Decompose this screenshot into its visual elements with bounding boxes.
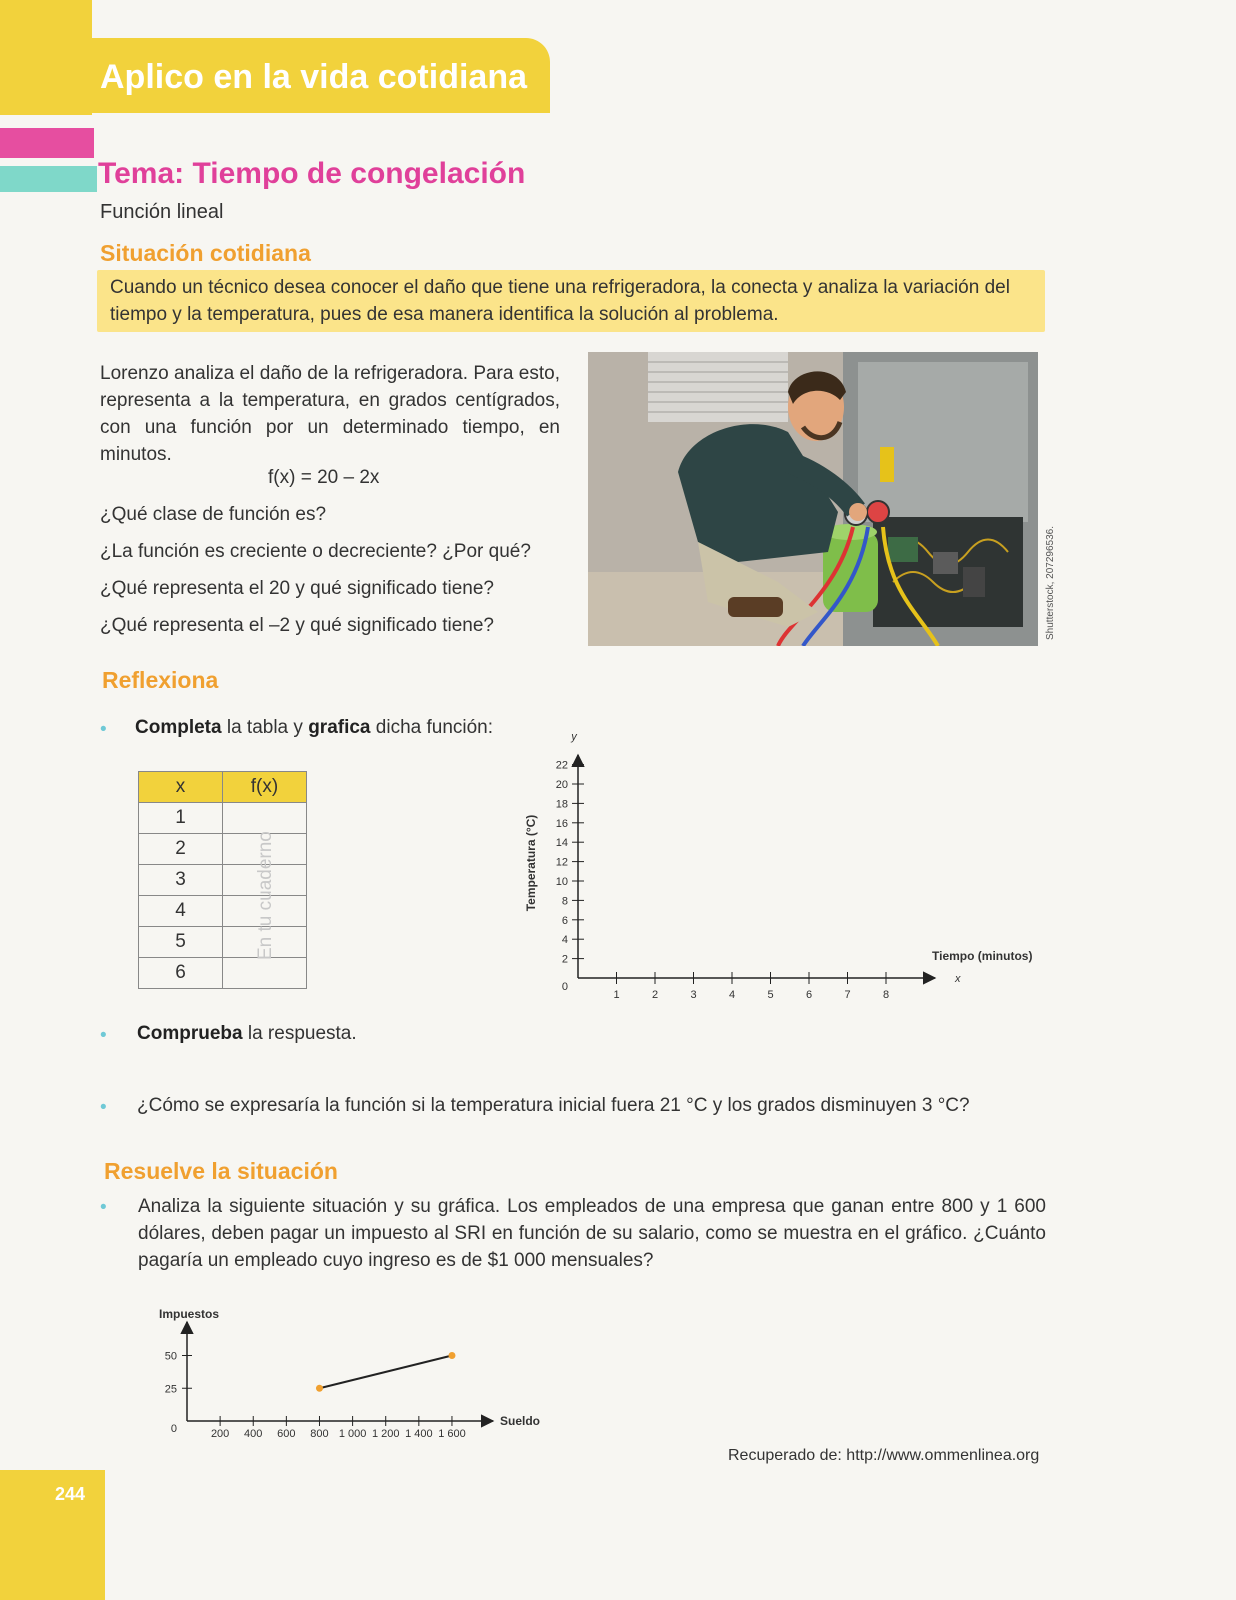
y-tick-label: 50 xyxy=(164,1350,177,1363)
table-row xyxy=(139,896,307,927)
table-cell-x: 4 xyxy=(139,896,223,927)
table-cell-x: 2 xyxy=(139,834,223,865)
section-heading: Aplico en la vida cotidiana xyxy=(100,58,527,96)
table-header-fx: f(x) xyxy=(223,772,307,803)
situation-text: Cuando un técnico desea conocer el daño que tiene una refrigeradora, la conecta y analiza la variación del tiempo y la temperatura, pues de esa manera identifica la solución al problema. xyxy=(110,277,1010,325)
origin-label: 0 xyxy=(170,1423,177,1435)
resolve-paragraph: Analiza la siguiente situación y su gráfica. Los empleados de una empresa que ganan entre 800 y 1 600 dólares, deben pagar un impuesto al SRI en función de su salario, como se muestra en el gráfico. ¿Cuánto pagaría un empleado cuyo ingreso es de $1 000 mensuales? xyxy=(138,1196,1046,1271)
y-tick-label: 6 xyxy=(561,914,568,927)
table-cell-fx-empty xyxy=(223,958,307,989)
bullet-1-middle: la tabla y xyxy=(221,717,309,738)
tax-series-line xyxy=(319,1356,451,1389)
x-axis-label: Sueldo xyxy=(500,1414,541,1428)
bullet-marker: • xyxy=(100,719,107,740)
y-axis-label: Impuestos xyxy=(159,1307,220,1321)
x-tick-label: 1 000 xyxy=(338,1428,367,1440)
technician-illustration xyxy=(588,352,1038,646)
x-tick-label: 1 xyxy=(613,989,620,1001)
reflect-bullet-3: ¿Cómo se expresaría la función si la temperatura inicial fuera 21 °C y los grados disminuyen 3 °C? xyxy=(137,1095,970,1116)
y-tick-label: 16 xyxy=(555,817,568,830)
reflect-bullet-2 xyxy=(137,1023,357,1045)
y-tick-label: 8 xyxy=(561,895,568,908)
bullet-marker: • xyxy=(100,1097,107,1118)
topic-subtitle: Función lineal xyxy=(100,201,224,223)
bullet-1-bold-graph: grafica xyxy=(308,717,371,738)
y-tick-label: 10 xyxy=(555,876,568,888)
table-row xyxy=(139,927,307,958)
x-tick-label: 2 xyxy=(651,989,659,1001)
function-formula: f(x) = 20 – 2x xyxy=(268,467,380,488)
y-tick-label: 20 xyxy=(555,779,568,791)
y-tick-label: 14 xyxy=(555,837,568,850)
bullet-2-end: la respuesta. xyxy=(242,1023,357,1044)
x-tick-label: 200 xyxy=(210,1428,230,1440)
y-tick-label: 25 xyxy=(164,1383,177,1396)
bullet-marker: • xyxy=(100,1197,107,1218)
reflect-heading: Reflexiona xyxy=(102,667,219,693)
y-tick-label: 4 xyxy=(561,934,568,947)
bullet-1-end: dicha función: xyxy=(370,717,494,738)
table-cell-x: 3 xyxy=(139,865,223,896)
value-table xyxy=(138,771,307,989)
x-tick-label: 6 xyxy=(805,989,813,1001)
x-tick-label: 3 xyxy=(690,989,697,1001)
source-citation: Recuperado de: http://www.ommenlinea.org xyxy=(728,1447,1040,1464)
question-3: ¿Qué representa el 20 y qué significado tiene? xyxy=(100,578,494,599)
x-tick-label: 400 xyxy=(244,1428,263,1440)
technician-photo xyxy=(588,352,1038,646)
table-row xyxy=(139,958,307,989)
table-row xyxy=(139,803,307,834)
page-number: 244 xyxy=(55,1484,86,1504)
teal-accent-stub xyxy=(94,166,97,192)
bullet-2-bold-check: Comprueba xyxy=(137,1023,243,1044)
table-cell-x: 5 xyxy=(139,927,223,958)
x-tick-label: 1 200 xyxy=(371,1428,400,1440)
top-left-color-strip xyxy=(0,0,92,115)
table-cell-x: 6 xyxy=(139,958,223,989)
y-tick-label: 12 xyxy=(555,856,568,869)
question-2: ¿La función es creciente o decreciente? ¿Por qué? xyxy=(100,541,531,562)
y-axis-name: y xyxy=(571,731,577,743)
reflect-bullet-1 xyxy=(135,717,493,739)
x-tick-label: 4 xyxy=(728,989,736,1001)
x-axis-label: Tiempo (minutos) xyxy=(932,949,1033,963)
x-tick-label: 8 xyxy=(882,989,890,1001)
tax-series-point xyxy=(448,1352,455,1359)
origin-label: 0 xyxy=(561,981,568,993)
x-tick-label: 5 xyxy=(767,989,774,1001)
table-cell-fx-empty xyxy=(223,803,307,834)
x-axis-name: x xyxy=(955,973,961,985)
x-tick-label: 800 xyxy=(310,1428,329,1440)
watermark-en-tu-cuaderno: En tu cuaderno xyxy=(255,831,276,960)
table-cell-x: 1 xyxy=(139,803,223,834)
question-1: ¿Qué clase de función es? xyxy=(100,504,327,525)
table-row xyxy=(139,834,307,865)
table-row xyxy=(139,865,307,896)
x-tick-label: 7 xyxy=(844,989,851,1001)
resolve-heading: Resuelve la situación xyxy=(104,1158,338,1184)
y-tick-label: 22 xyxy=(555,759,568,772)
x-tick-label: 1 600 xyxy=(438,1428,466,1440)
tax-series-point xyxy=(316,1385,323,1392)
topic-title: Tema: Tiempo de congelación xyxy=(98,157,526,190)
table-header-x: x xyxy=(139,772,223,803)
y-axis-label: Temperatura (°C) xyxy=(524,814,538,912)
x-tick-label: 1 400 xyxy=(405,1428,433,1440)
teal-accent-bar xyxy=(0,166,94,192)
temperature-time-chart xyxy=(515,725,1055,1010)
pink-accent-bar xyxy=(0,128,94,158)
tax-salary-chart xyxy=(145,1300,565,1450)
table-header-row xyxy=(139,772,307,803)
y-tick-label: 18 xyxy=(555,798,568,811)
situation-heading: Situación cotidiana xyxy=(100,240,311,266)
intro-paragraph: Lorenzo analiza el daño de la refrigeradora. Para esto, representa a la temperatura, en grados centígrados, con una función por un determinado tiempo, en minutos. xyxy=(100,363,560,465)
photo-credit: Shutterstock, 207296536. xyxy=(1045,526,1056,640)
question-4: ¿Qué representa el –2 y qué significado tiene? xyxy=(100,615,494,636)
x-tick-label: 600 xyxy=(277,1428,296,1440)
bottom-left-color-strip xyxy=(0,1470,105,1600)
bullet-1-bold-complete: Completa xyxy=(135,717,222,738)
y-tick-label: 2 xyxy=(561,953,568,966)
bullet-marker: • xyxy=(100,1025,107,1046)
